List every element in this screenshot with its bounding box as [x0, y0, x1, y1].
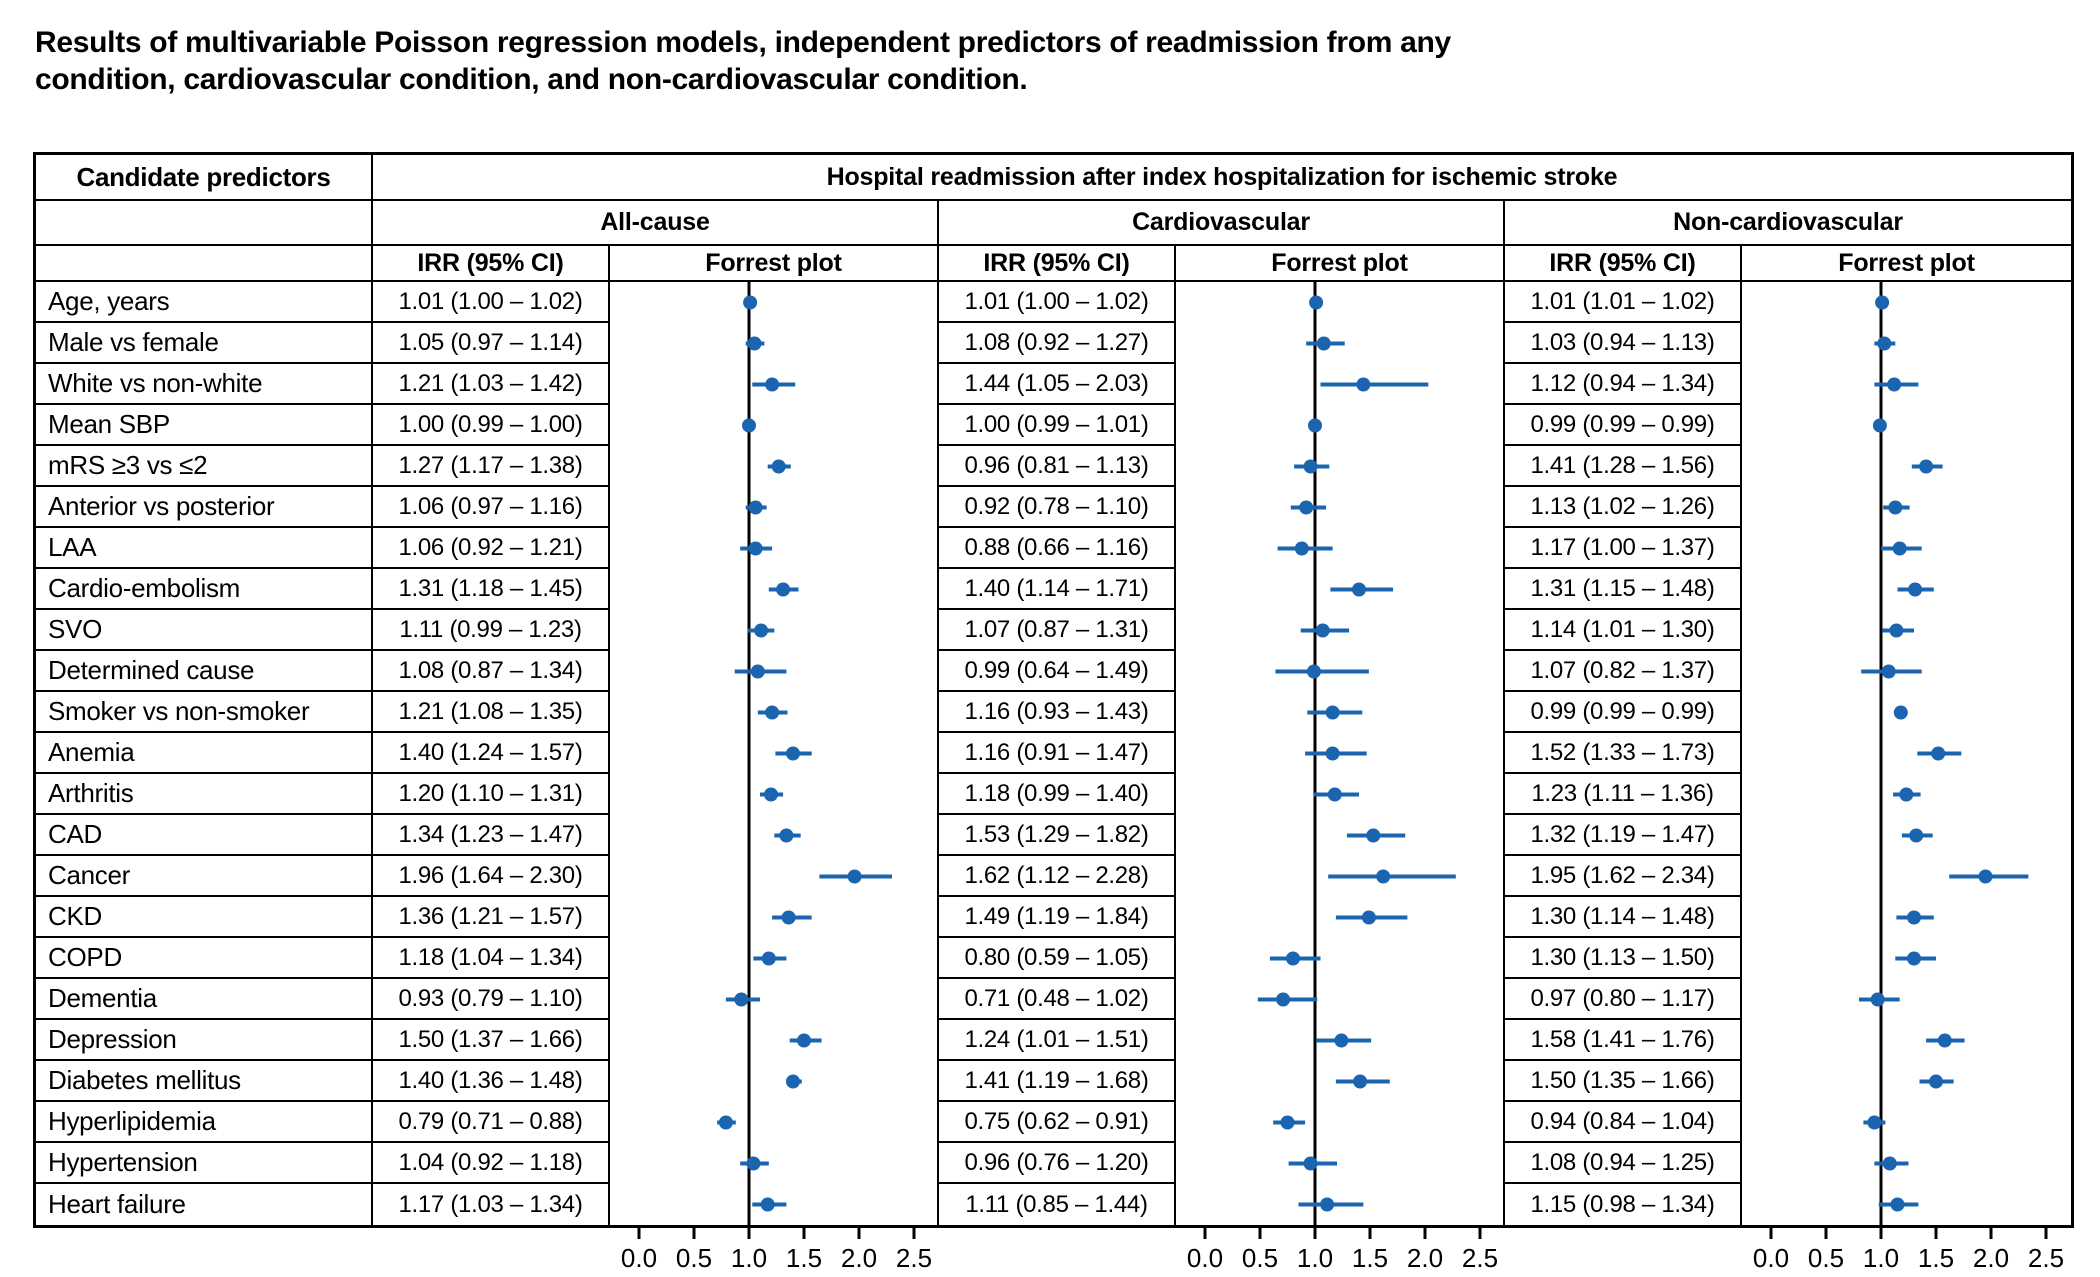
predictor-label: CKD: [36, 897, 373, 938]
ci-marker: [1926, 1034, 1965, 1048]
forest-plot-svg: [1176, 282, 1503, 1275]
irr-value: 1.41 (1.19 – 1.68): [939, 1061, 1176, 1102]
predictor-label: Age, years: [36, 282, 373, 323]
predictor-label: COPD: [36, 938, 373, 979]
irr-value: 1.04 (0.92 – 1.18): [373, 1143, 610, 1184]
ci-marker: [752, 378, 795, 392]
ci-marker: [1912, 460, 1943, 474]
x-tick-label: 1.0: [1862, 1243, 1900, 1273]
irr-value: 1.30 (1.13 – 1.50): [1505, 938, 1742, 979]
irr-value: 1.23 (1.11 – 1.36): [1505, 774, 1742, 815]
irr-value: 1.08 (0.94 – 1.25): [1505, 1143, 1742, 1184]
ci-marker: [774, 829, 800, 843]
span-header: Hospital readmission after index hospitalization for ischemic stroke: [373, 155, 2071, 201]
irr-value: 1.18 (1.04 – 1.34): [373, 938, 610, 979]
ci-marker: [1898, 583, 1934, 597]
irr-value: 1.18 (0.99 – 1.40): [939, 774, 1176, 815]
irr-value: 0.94 (0.84 – 1.04): [1505, 1102, 1742, 1143]
irr-value: 1.15 (0.98 – 1.34): [1505, 1184, 1742, 1225]
ci-marker: [1314, 788, 1359, 802]
ci-marker: [748, 624, 774, 638]
irr-value: 1.96 (1.64 – 2.30): [373, 856, 610, 897]
predictor-label: Mean SBP: [36, 405, 373, 446]
ci-marker: [1883, 501, 1909, 515]
irr-value: 1.32 (1.19 – 1.47): [1505, 815, 1742, 856]
irr-value: 0.99 (0.99 – 0.99): [1505, 692, 1742, 733]
irr-value: 1.07 (0.87 – 1.31): [939, 610, 1176, 651]
ci-marker: [1881, 542, 1922, 556]
ci-marker: [1902, 829, 1933, 843]
predictor-label: Smoker vs non-smoker: [36, 692, 373, 733]
predictor-label: Dementia: [36, 979, 373, 1020]
ci-marker: [1882, 624, 1914, 638]
x-tick-label: 0.5: [1807, 1243, 1845, 1273]
ci-marker: [775, 747, 811, 761]
forest-plot-svg: [1742, 282, 2071, 1275]
predictor-label: Determined cause: [36, 651, 373, 692]
ci-marker: [726, 993, 760, 1007]
ci-marker: [1894, 706, 1908, 720]
forrest-plot-header-all-cause: Forrest plot: [610, 246, 939, 282]
ci-marker: [1330, 583, 1393, 597]
irr-value: 1.11 (0.85 – 1.44): [939, 1184, 1176, 1225]
irr-value: 1.62 (1.12 – 2.28): [939, 856, 1176, 897]
ci-marker: [1328, 870, 1456, 884]
ci-marker: [1861, 665, 1922, 679]
irr-value: 1.24 (1.01 – 1.51): [939, 1020, 1176, 1061]
x-tick-label: 1.0: [730, 1243, 768, 1273]
predictor-label: White vs non-white: [36, 364, 373, 405]
irr-value: 1.14 (1.01 – 1.30): [1505, 610, 1742, 651]
irr-value: 0.80 (0.59 – 1.05): [939, 938, 1176, 979]
irr-value: 0.79 (0.71 – 0.88): [373, 1102, 610, 1143]
ci-marker: [1896, 911, 1933, 925]
forest-plot-cardiovascular: [1176, 282, 1505, 1273]
irr-value: 1.40 (1.36 – 1.48): [373, 1061, 610, 1102]
ci-marker: [1301, 624, 1349, 638]
ci-marker: [786, 1075, 802, 1089]
ci-marker: [1309, 296, 1323, 310]
irr-value: 1.20 (1.10 – 1.31): [373, 774, 610, 815]
irr-value: 0.92 (0.78 – 1.10): [939, 487, 1176, 528]
irr-value: 1.01 (1.00 – 1.02): [373, 282, 610, 323]
ci-marker: [1893, 788, 1921, 802]
ci-marker: [1308, 419, 1322, 433]
ci-marker: [743, 296, 757, 310]
irr-value: 1.49 (1.19 – 1.84): [939, 897, 1176, 938]
irr-value: 1.01 (1.00 – 1.02): [939, 282, 1176, 323]
ci-marker: [752, 1198, 786, 1212]
irr-value: 1.16 (0.93 – 1.43): [939, 692, 1176, 733]
irr-value: 1.06 (0.92 – 1.21): [373, 528, 610, 569]
group-header-cardiovascular: Cardiovascular: [939, 201, 1505, 246]
x-axis: [1753, 1226, 2064, 1273]
irr-value: 1.31 (1.18 – 1.45): [373, 569, 610, 610]
ci-marker: [1336, 911, 1408, 925]
ci-marker: [1917, 747, 1961, 761]
predictor-label: LAA: [36, 528, 373, 569]
irr-value: 1.34 (1.23 – 1.47): [373, 815, 610, 856]
irr-value: 0.71 (0.48 – 1.02): [939, 979, 1176, 1020]
forest-plot-svg: [610, 282, 937, 1275]
irr-header-cardiovascular: IRR (95% CI): [939, 246, 1176, 282]
empty-cell: [36, 246, 373, 282]
ci-marker: [1306, 337, 1345, 351]
ci-marker: [790, 1034, 822, 1048]
predictor-label: Heart failure: [36, 1184, 373, 1225]
results-table: [33, 152, 2074, 1273]
irr-value: 0.96 (0.81 – 1.13): [939, 446, 1176, 487]
irr-value: 1.11 (0.99 – 1.23): [373, 610, 610, 651]
ci-marker: [1275, 665, 1369, 679]
group-header-non-cardiovascular: Non-cardiovascular: [1505, 201, 2071, 246]
ci-marker: [1273, 1116, 1305, 1130]
x-tick-label: 2.5: [2027, 1243, 2065, 1273]
predictor-label: Male vs female: [36, 323, 373, 364]
x-tick-label: 2.5: [895, 1243, 933, 1273]
predictor-label: SVO: [36, 610, 373, 651]
x-tick-label: 2.0: [1406, 1243, 1444, 1273]
ci-marker: [1347, 829, 1405, 843]
ci-marker: [1291, 501, 1326, 515]
ci-marker: [1859, 993, 1900, 1007]
ci-marker: [1949, 870, 2028, 884]
irr-value: 1.21 (1.08 – 1.35): [373, 692, 610, 733]
ci-marker: [1289, 1157, 1337, 1171]
ci-marker: [1278, 542, 1333, 556]
irr-value: 1.07 (0.82 – 1.37): [1505, 651, 1742, 692]
ci-marker: [740, 1157, 769, 1171]
ci-marker: [1321, 378, 1429, 392]
irr-value: 0.96 (0.76 – 1.20): [939, 1143, 1176, 1184]
irr-value: 1.41 (1.28 – 1.56): [1505, 446, 1742, 487]
irr-value: 1.31 (1.15 – 1.48): [1505, 569, 1742, 610]
x-tick-label: 1.5: [785, 1243, 823, 1273]
candidate-predictors-header: Candidate predictors: [36, 155, 373, 201]
x-tick-label: 0.0: [1186, 1243, 1224, 1273]
ci-marker: [1895, 952, 1936, 966]
x-axis: [621, 1226, 932, 1273]
ci-marker: [740, 542, 772, 556]
x-tick-label: 1.5: [1351, 1243, 1389, 1273]
irr-value: 1.58 (1.41 – 1.76): [1505, 1020, 1742, 1061]
irr-value: 1.21 (1.03 – 1.42): [373, 364, 610, 405]
predictor-label: Cardio-embolism: [36, 569, 373, 610]
irr-value: 1.08 (0.92 – 1.27): [939, 323, 1176, 364]
ci-marker: [1873, 419, 1887, 433]
irr-value: 1.52 (1.33 – 1.73): [1505, 733, 1742, 774]
predictor-label: Anterior vs posterior: [36, 487, 373, 528]
ci-marker: [1874, 337, 1895, 351]
irr-value: 0.97 (0.80 – 1.17): [1505, 979, 1742, 1020]
irr-value: 1.30 (1.14 – 1.48): [1505, 897, 1742, 938]
irr-value: 1.27 (1.17 – 1.38): [373, 446, 610, 487]
irr-value: 0.75 (0.62 – 0.91): [939, 1102, 1176, 1143]
predictor-label: Anemia: [36, 733, 373, 774]
irr-value: 1.06 (0.97 – 1.16): [373, 487, 610, 528]
figure-title-line2: condition, cardiovascular condition, and non-cardiovascular condition.: [35, 63, 1028, 96]
x-tick-label: 0.0: [620, 1243, 658, 1273]
ci-marker: [742, 419, 756, 433]
irr-header-non-cardiovascular: IRR (95% CI): [1505, 246, 1742, 282]
figure-title-line1: Results of multivariable Poisson regression models, independent predictors of readmission from any: [35, 26, 1451, 59]
irr-value: 0.99 (0.64 – 1.49): [939, 651, 1176, 692]
ci-marker: [1258, 993, 1317, 1007]
figure-title: [35, 24, 1451, 98]
predictor-label: Depression: [36, 1020, 373, 1061]
x-tick-label: 0.5: [675, 1243, 713, 1273]
ci-marker: [1879, 1198, 1919, 1212]
irr-value: 1.01 (1.01 – 1.02): [1505, 282, 1742, 323]
ci-marker: [819, 870, 892, 884]
ci-marker: [1336, 1075, 1390, 1089]
irr-value: 1.16 (0.91 – 1.47): [939, 733, 1176, 774]
ci-marker: [735, 665, 787, 679]
ci-marker: [717, 1116, 736, 1130]
predictor-label: mRS ≥3 vs ≤2: [36, 446, 373, 487]
irr-value: 0.99 (0.99 – 0.99): [1505, 405, 1742, 446]
irr-value: 1.95 (1.62 – 2.34): [1505, 856, 1742, 897]
irr-value: 1.36 (1.21 – 1.57): [373, 897, 610, 938]
irr-value: 1.50 (1.37 – 1.66): [373, 1020, 610, 1061]
predictor-label: Cancer: [36, 856, 373, 897]
irr-value: 1.03 (0.94 – 1.13): [1505, 323, 1742, 364]
irr-header-all-cause: IRR (95% CI): [373, 246, 610, 282]
predictor-label: CAD: [36, 815, 373, 856]
forest-plot-all-cause: [610, 282, 939, 1273]
predictor-label: Arthritis: [36, 774, 373, 815]
ci-marker: [772, 911, 812, 925]
ci-marker: [1299, 1198, 1364, 1212]
irr-value: 0.93 (0.79 – 1.10): [373, 979, 610, 1020]
predictor-label: Hypertension: [36, 1143, 373, 1184]
irr-value: 1.12 (0.94 – 1.34): [1505, 364, 1742, 405]
irr-value: 0.88 (0.66 – 1.16): [939, 528, 1176, 569]
x-tick-label: 2.5: [1461, 1243, 1499, 1273]
x-tick-label: 1.0: [1296, 1243, 1334, 1273]
irr-value: 1.17 (1.03 – 1.34): [373, 1184, 610, 1225]
ci-marker: [1920, 1075, 1954, 1089]
forrest-plot-header-cardiovascular: Forrest plot: [1176, 246, 1505, 282]
irr-value: 1.50 (1.35 – 1.66): [1505, 1061, 1742, 1102]
ci-marker: [768, 460, 791, 474]
group-header-all-cause: All-cause: [373, 201, 939, 246]
forest-plot-non-cardiovascular: [1742, 282, 2071, 1273]
irr-value: 1.00 (0.99 – 1.01): [939, 405, 1176, 446]
ci-marker: [753, 952, 786, 966]
irr-value: 1.53 (1.29 – 1.82): [939, 815, 1176, 856]
x-tick-label: 0.5: [1241, 1243, 1279, 1273]
irr-value: 1.08 (0.87 – 1.34): [373, 651, 610, 692]
ci-marker: [1270, 952, 1321, 966]
forrest-plot-header-non-cardiovascular: Forrest plot: [1742, 246, 2071, 282]
ci-marker: [1875, 296, 1889, 310]
predictor-label: Hyperlipidemia: [36, 1102, 373, 1143]
empty-cell: [36, 201, 373, 246]
irr-value: 1.44 (1.05 – 2.03): [939, 364, 1176, 405]
irr-value: 1.40 (1.14 – 1.71): [939, 569, 1176, 610]
x-tick-label: 1.5: [1917, 1243, 1955, 1273]
irr-value: 1.00 (0.99 – 1.00): [373, 405, 610, 446]
ci-marker: [760, 788, 783, 802]
x-axis: [1187, 1226, 1498, 1273]
x-tick-label: 2.0: [840, 1243, 878, 1273]
irr-value: 1.13 (1.02 – 1.26): [1505, 487, 1742, 528]
ci-marker: [758, 706, 788, 720]
irr-value: 1.40 (1.24 – 1.57): [373, 733, 610, 774]
ci-marker: [1294, 460, 1329, 474]
predictor-label: Diabetes mellitus: [36, 1061, 373, 1102]
x-tick-label: 2.0: [1972, 1243, 2010, 1273]
ci-marker: [769, 583, 799, 597]
irr-value: 1.17 (1.00 – 1.37): [1505, 528, 1742, 569]
x-tick-label: 0.0: [1752, 1243, 1790, 1273]
ci-marker: [1316, 1034, 1371, 1048]
irr-value: 1.05 (0.97 – 1.14): [373, 323, 610, 364]
